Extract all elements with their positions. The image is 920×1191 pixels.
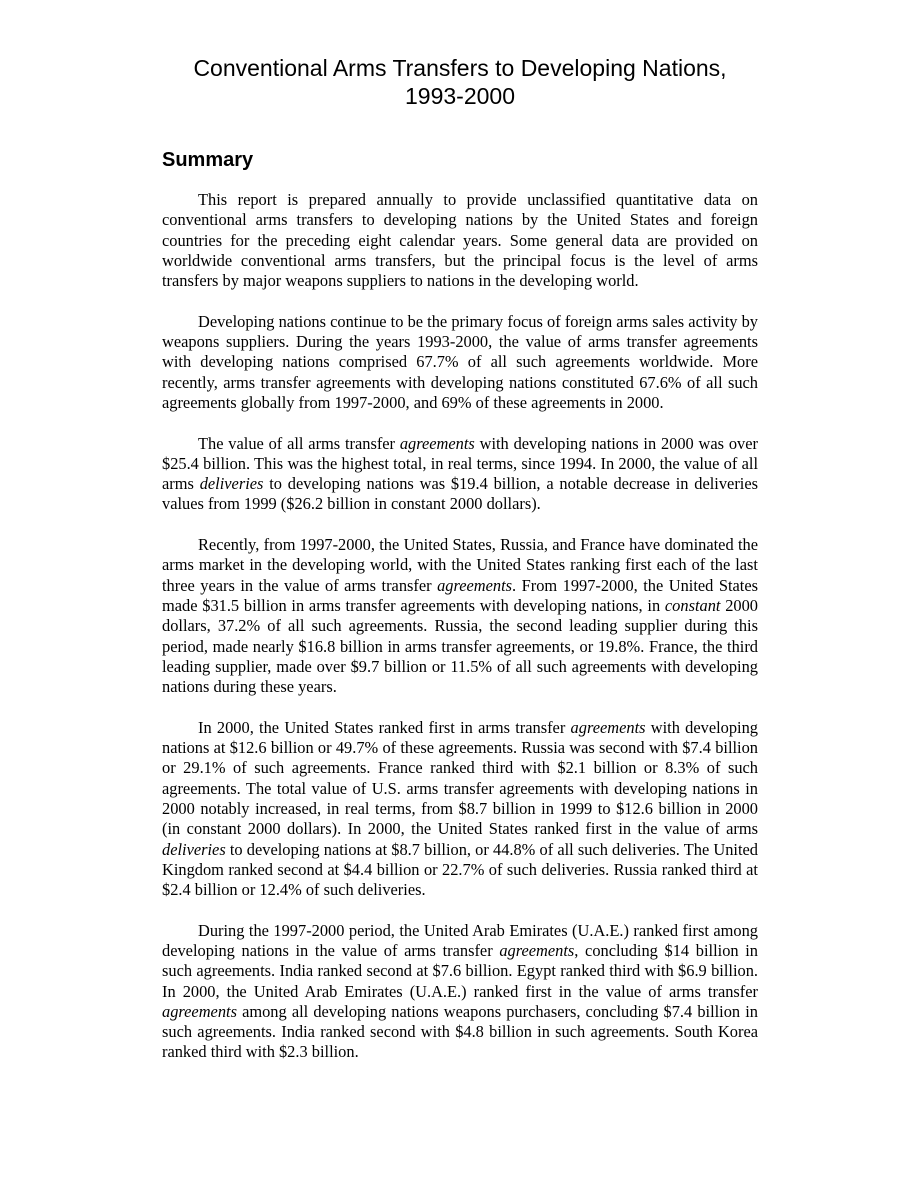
paragraph-text: , concluding $14 billion in such agreements. India ranked second at $7.6 billion. Egypt ranked third with $6.9 billion. In 2000, the United Arab Emirates (U.A.E.) ranked first in the value of arms transfer (162, 940, 758, 1001)
summary-paragraph (162, 434, 758, 515)
title-line-2: 1993-2000 (405, 83, 515, 109)
paragraph-text: to developing nations was $19.4 billion, a notable decrease in deliveries values from 1999 ($26.2 billion in constant 2000 dollars). (162, 474, 758, 514)
emphasized-text: agreements (437, 575, 513, 595)
paragraph-text: This report is prepared annually to provide unclassified quantitative data on conventional arms transfers to developing nations by the United States and foreign countries for the preceding eight calendar years. Some general data are provided on worldwide conventional arms transfers, but the principal focus is the level of arms transfers by major weapons suppliers to nations in the developing world. (162, 190, 758, 291)
emphasized-text: constant (664, 595, 721, 615)
title-line-1: Conventional Arms Transfers to Developing Nations, (193, 55, 727, 81)
paragraph-text: In 2000, the United States ranked first in arms transfer (198, 717, 571, 737)
document-title (162, 54, 758, 110)
emphasized-text: agreements (570, 717, 646, 737)
paragraph-text: to developing nations at $8.7 billion, or 44.8% of all such deliveries. The United Kingdom ranked second at $4.4 billion or 22.7% of such deliveries. Russia ranked third at $2.4 billion or 12.4% of such deliveries. (162, 839, 758, 900)
paragraph-text: with developing nations at $12.6 billion or 49.7% of these agreements. Russia was second with $7.4 billion or 29.1% of such agreements. France ranked third with $2.1 billion or 8.3% of such agreements. The total value of U.S. arms transfer agreements with developing nations in 2000 notably increased, in real terms, from $8.7 billion in 1999 to $12.6 billion in 2000 (in constant 2000 dollars). In 2000, the United States ranked first in the value of arms (162, 717, 758, 839)
emphasized-text: deliveries (199, 474, 264, 494)
paragraph-text: . From 1997-2000, the United States made $31.5 billion in arms transfer agreements with developing nations, in (162, 575, 758, 615)
paragraph-text: Developing nations continue to be the primary focus of foreign arms sales activity by weapons suppliers. During the years 1993-2000, the value of arms transfer agreements with developing nations comprised 67.7% of all such agreements worldwide. More recently, arms transfer agreements with developing nations constituted 67.6% of all such agreements globally from 1997-2000, and 69% of these agreements in 2000. (162, 311, 758, 412)
summary-paragraph (162, 718, 758, 901)
paragraph-text: with developing nations in 2000 was over $25.4 billion. This was the highest total, in real terms, since 1994. In 2000, the value of all arms (162, 433, 758, 494)
summary-paragraph (162, 190, 758, 291)
paragraph-text: During the 1997-2000 period, the United Arab Emirates (U.A.E.) ranked first among developing nations in the value of arms transfer (162, 920, 758, 960)
paragraph-text: among all developing nations weapons purchasers, concluding $7.4 billion in such agreements. India ranked second with $4.8 billion in such agreements. South Korea ranked third with $2.3 billion. (162, 1001, 758, 1062)
emphasized-text: deliveries (162, 839, 226, 859)
emphasized-text: agreements (399, 433, 475, 453)
emphasized-text: agreements (162, 1001, 237, 1021)
paragraph-text: Recently, from 1997-2000, the United States, Russia, and France have dominated the arms market in the developing world, with the United States ranking first each of the last three years in the value of arms transfer (162, 535, 758, 595)
section-heading: Summary (162, 149, 254, 171)
summary-paragraph (162, 312, 758, 413)
paragraph-text: 2000 dollars, 37.2% of all such agreements. Russia, the second leading supplier during this period, made nearly $16.8 billion in arms transfer agreements, or 19.8%. France, the third leading supplier, made over $9.7 billion or 11.5% of all such agreements with developing nations during these years. (162, 595, 758, 697)
document-page (162, 54, 758, 1083)
summary-body (162, 190, 758, 1063)
summary-paragraph (162, 921, 758, 1063)
summary-paragraph (162, 535, 758, 697)
paragraph-text: The value of all arms transfer (198, 433, 400, 453)
emphasized-text: agreements (499, 940, 575, 960)
